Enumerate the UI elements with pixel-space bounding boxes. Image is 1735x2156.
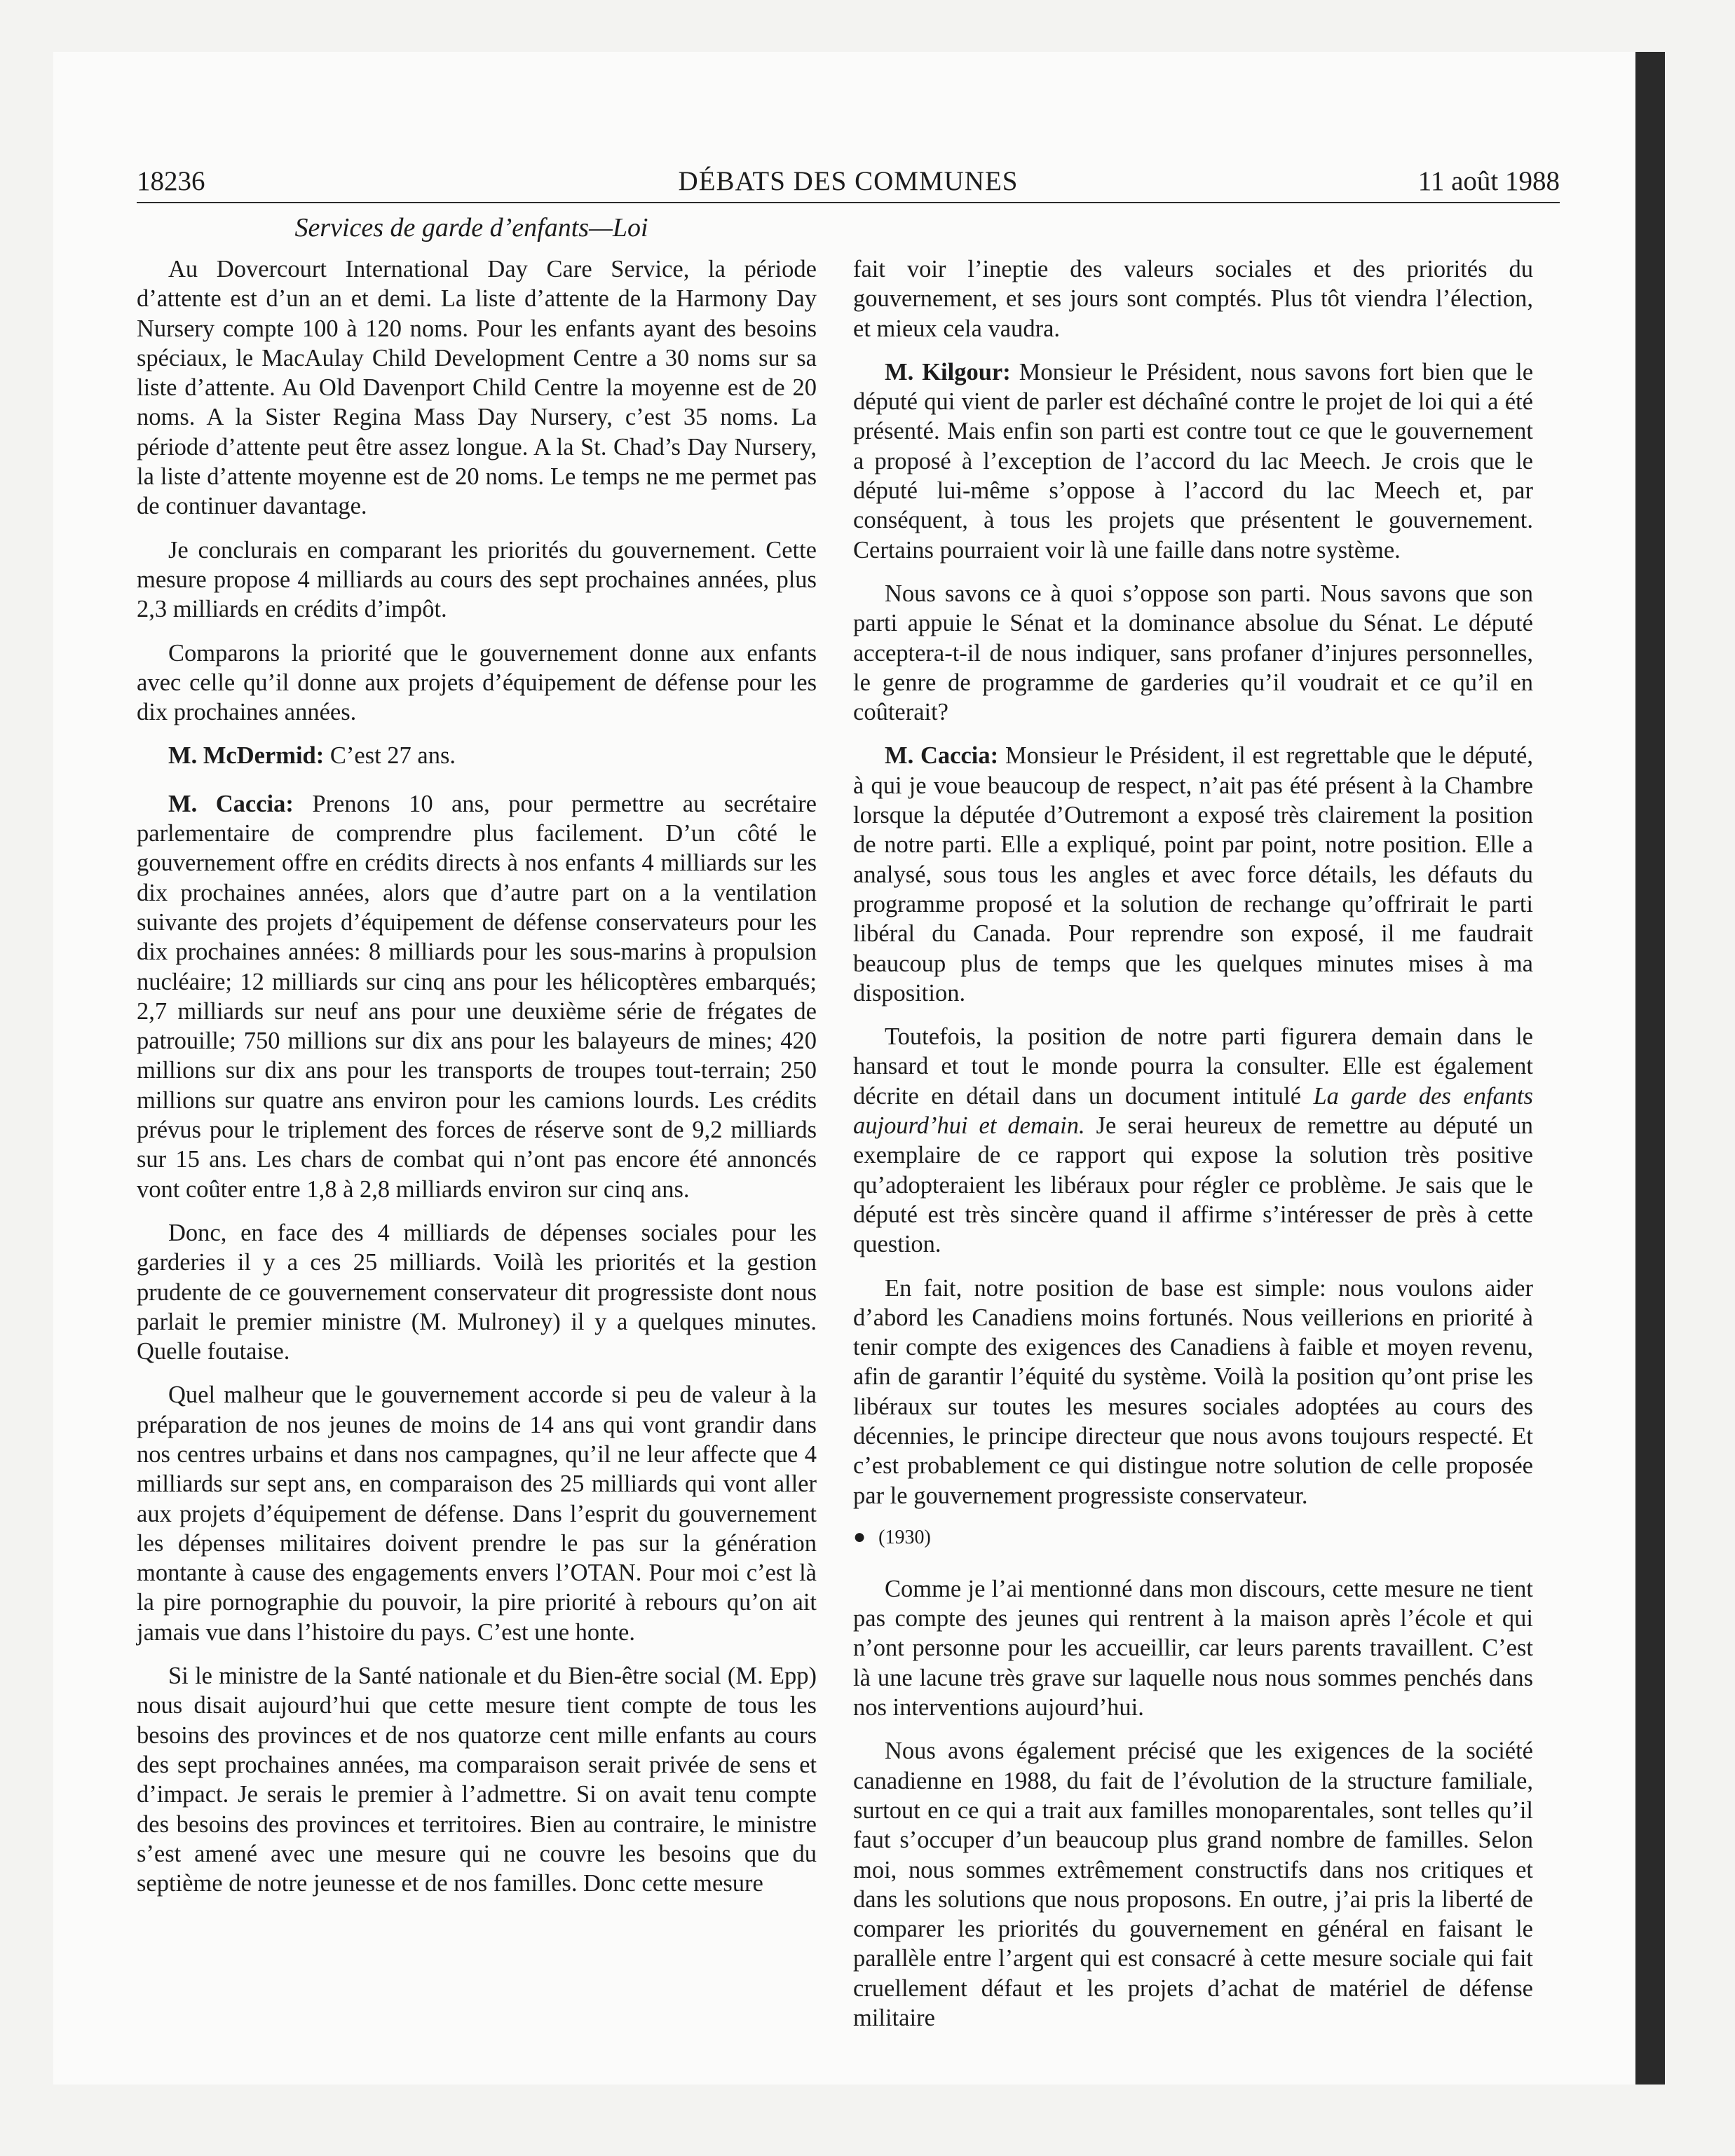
speaker-name: M. McDermid: bbox=[168, 742, 325, 770]
header-rule bbox=[137, 202, 1560, 203]
publication-title: DÉBATS DES COMMUNES bbox=[678, 166, 1019, 196]
paragraph: Toutefois, la position de notre parti figurera demain dans le hansard et tout le monde pourra la consulter. Elle est également décrite en détail dans un document intitulé La garde des enfants aujourd’hui et demain. Je serai heureux de remettre au député un exemplaire de ce rapport qui expose la solution très positive qu’adopteraient les libéraux pour régler ce problème. Je sais que le député est très sincère quand il affirme s’intéresser de près à cette question. bbox=[853, 1023, 1533, 1258]
paragraph: Si le ministre de la Santé nationale et du Bien-être social (M. Epp) nous disait aujourd’hui que cette mesure tient compte de tous les besoins des provinces et de nos quatorze cent mille enfants au cours des sept prochaines années, ma comparaison serait privée de sens et d’impact. Je serais le premier à l’admettre. Si on avait tenu compte des besoins des provinces et territoires. Bien au contraire, le ministre s’est amené avec une mesure qui ne couvre les besoins que du septième de notre jeunesse et de nos familles. Donc cette mesure bbox=[137, 1663, 817, 1897]
speaker-name: M. Caccia: bbox=[885, 742, 999, 770]
paragraph: Je conclurais en comparant les priorités du gouvernement. Cette mesure propose 4 milliards au cours des sept prochaines années, plus 2,3 milliards en crédits d’impôt. bbox=[137, 536, 817, 623]
page-number: 18236 bbox=[137, 166, 205, 196]
paragraph: Comme je l’ai mentionné dans mon discours, cette mesure ne tient pas compte des jeunes qui rentrent à la maison après l’école et qui n’ont personne pour les accueillir, car leurs parents travaillent. C’est là une lacune très grave sur laquelle nous nous sommes penchés dans nos interventions aujourd’hui. bbox=[853, 1575, 1533, 1721]
page-header bbox=[137, 163, 1560, 200]
running-head: Services de garde d’enfants—Loi bbox=[294, 213, 648, 243]
paragraph: Nous savons ce à quoi s’oppose son parti. Nous savons que son parti appuie le Sénat et la dominance absolue du Sénat. Le député acceptera-t-il de nous indiquer, sans profaner d’injures personnelles, le genre de programme de garderies qu’il voudrait et ce qu’il en coûterait? bbox=[853, 580, 1533, 726]
speaker-name: M. Caccia: bbox=[168, 790, 294, 817]
publication-date: 11 août 1988 bbox=[1417, 166, 1560, 196]
paragraph: Comparons la priorité que le gouvernement donne aux enfants avec celle qu’il donne aux projets d’équipement de défense pour les dix prochaines années. bbox=[137, 639, 817, 726]
paragraph: En fait, notre position de base est simple: nous voulons aider d’abord les Canadiens moins fortunés. Nous veillerions en priorité à tenir compte des exigences des Canadiens à faible et moyen revenu, afin de garantir l’équité du système. Voilà la position qu’ont prise les libéraux sur toutes les mesures sociales adoptées au cours des décennies, le principe directeur que nous avons toujours respecté. Et c’est probablement ce qui distingue notre solution de celle proposée par le gouvernement progressiste conservateur. bbox=[853, 1274, 1533, 1509]
speaker-name: M. Kilgour: bbox=[885, 358, 1011, 386]
speaker-paragraph: M. McDermid: C’est 27 ans. bbox=[168, 742, 456, 770]
time-marker: ● (1930) bbox=[853, 1524, 931, 1548]
paragraph-continued: fait voir l’ineptie des valeurs sociales et des priorités du gouvernement, et ses jours sont comptés. Plus tôt viendra l’élection, et mieux cela vaudra. bbox=[853, 256, 1533, 342]
paragraph: Nous avons également précisé que les exigences de la société canadienne en 1988, du fait de l’évolution de la structure familiale, surtout en ce qui a trait aux familles monoparentales, sont telles qu’il faut s’occuper d’un beaucoup plus grand nombre de familles. Selon moi, nous sommes extrêmement constructifs dans nos critiques et dans les solutions que nous proposons. En outre, j’ai pris la liberté de comparer les priorités du gouvernement en général en faisant le parallèle entre l’argent qui est consacré à cette mesure sociale qui fait cruellement défaut et les projets d’achat de matériel de défense militaire bbox=[853, 1738, 1533, 2032]
paragraph: Quel malheur que le gouvernement accorde si peu de valeur à la préparation de nos jeunes de moins de 14 ans qui vont grandir dans nos centres urbains et dans nos campagnes, qu’il ne leur affecte que 4 milliards sur sept ans, en comparaison des 25 milliards qui vont aller aux projets d’équipement de défense. Dans l’esprit du gouvernement les dépenses militaires doivent prendre le pas sur la génération montante à cause des engagements envers l’OTAN. Pour moi c’est là la pire pornographie du pouvoir, la pire priorité à rebours qu’on ait jamais vue dans l’histoire du pays. C’est une honte. bbox=[137, 1381, 817, 1646]
paragraph: Donc, en face des 4 milliards de dépenses sociales pour les garderies il y a ces 25 milliards. Voilà les priorités et la gestion prudente de ce gouvernement conservateur dit progressiste dont nous parlait le premier ministre (M. Mulroney) il y a quelques minutes. Quelle foutaise. bbox=[137, 1219, 817, 1365]
speaker-paragraph: M. Kilgour: Monsieur le Président, nous savons fort bien que le député qui vient de parler est déchaîné contre le projet de loi qui a été présenté. Mais enfin son parti est contre tout ce que le gouvernement a proposé à l’exception de l’accord du lac Meech. Je crois que le député lui-même s’oppose à l’accord du lac Meech et, par conséquent, à tous les projets que présentent le gouvernement. Certains pourraient voir là une faille dans notre système. bbox=[853, 358, 1534, 564]
right-column bbox=[853, 254, 1533, 2047]
bullet-icon: ● bbox=[853, 1524, 866, 1548]
left-column bbox=[137, 254, 817, 1912]
paragraph: Au Dovercourt International Day Care Service, la période d’attente est d’un an et demi. La liste d’attente de la Harmony Day Nursery compte 100 à 120 noms. Pour les enfants ayant des besoins spéciaux, le MacAulay Child Development Centre a 30 noms sur sa liste d’attente. Au Old Davenport Child Centre la moyenne est de 20 noms. A la Sister Regina Mass Day Nursery, c’est 35 noms. La période d’attente peut être assez longue. A la St. Chad’s Day Nursery, la liste d’attente moyenne est de 20 noms. Le temps ne me permet pas de continuer davantage. bbox=[137, 256, 817, 520]
speaker-paragraph: M. Caccia: Monsieur le Président, il est regrettable que le député, à qui je voue beaucoup de respect, n’ait pas été présent à la Chambre lorsque la députée d’Outremont a exposé très clairement la position de notre parti. Elle a expliqué, point par point, notre position. Elle a analysé, sous tous les angles et avec force détails, les défauts du programme proposé et la solution de rechange qu’offrirait le parti libéral du Canada. Pour reprendre son exposé, il me faudrait beaucoup plus de temps que les quelques minutes mises à ma disposition. bbox=[853, 742, 1534, 1007]
document-title: La garde des enfants aujourd’hui et demain. bbox=[853, 1082, 1533, 1140]
speaker-paragraph: M. Caccia: Prenons 10 ans, pour permettre au secrétaire parlementaire de comprendre plus facilement. D’un côté le gouvernement offre en crédits directs à nos enfants 4 milliards sur les dix prochaines années, alors que d’autre part on a la ventilation suivante des projets d’équipement de défense conservateurs pour les dix prochaines années: 8 milliards pour les sous-marins à propulsion nucléaire; 12 milliards sur cinq ans pour les hélicoptères embarqués; 2,7 milliards sur neuf ans pour une deuxième série de frégates de patrouille; 750 millions sur dix ans pour les balayeurs de mines; 420 millions sur dix ans pour les transports de troupes tout-terrain; 250 millions sur quatre ans environ pour les camions lourds. Les crédits prévus pour le triplement des forces de réserve sont de 9,2 milliards sur 15 ans. Les chars de combat qui n’ont pas encore été annoncés vont coûter entre 1,8 à 2,8 milliards environ sur cinq ans. bbox=[137, 790, 817, 1203]
scan-edge-bar bbox=[1635, 52, 1665, 2085]
